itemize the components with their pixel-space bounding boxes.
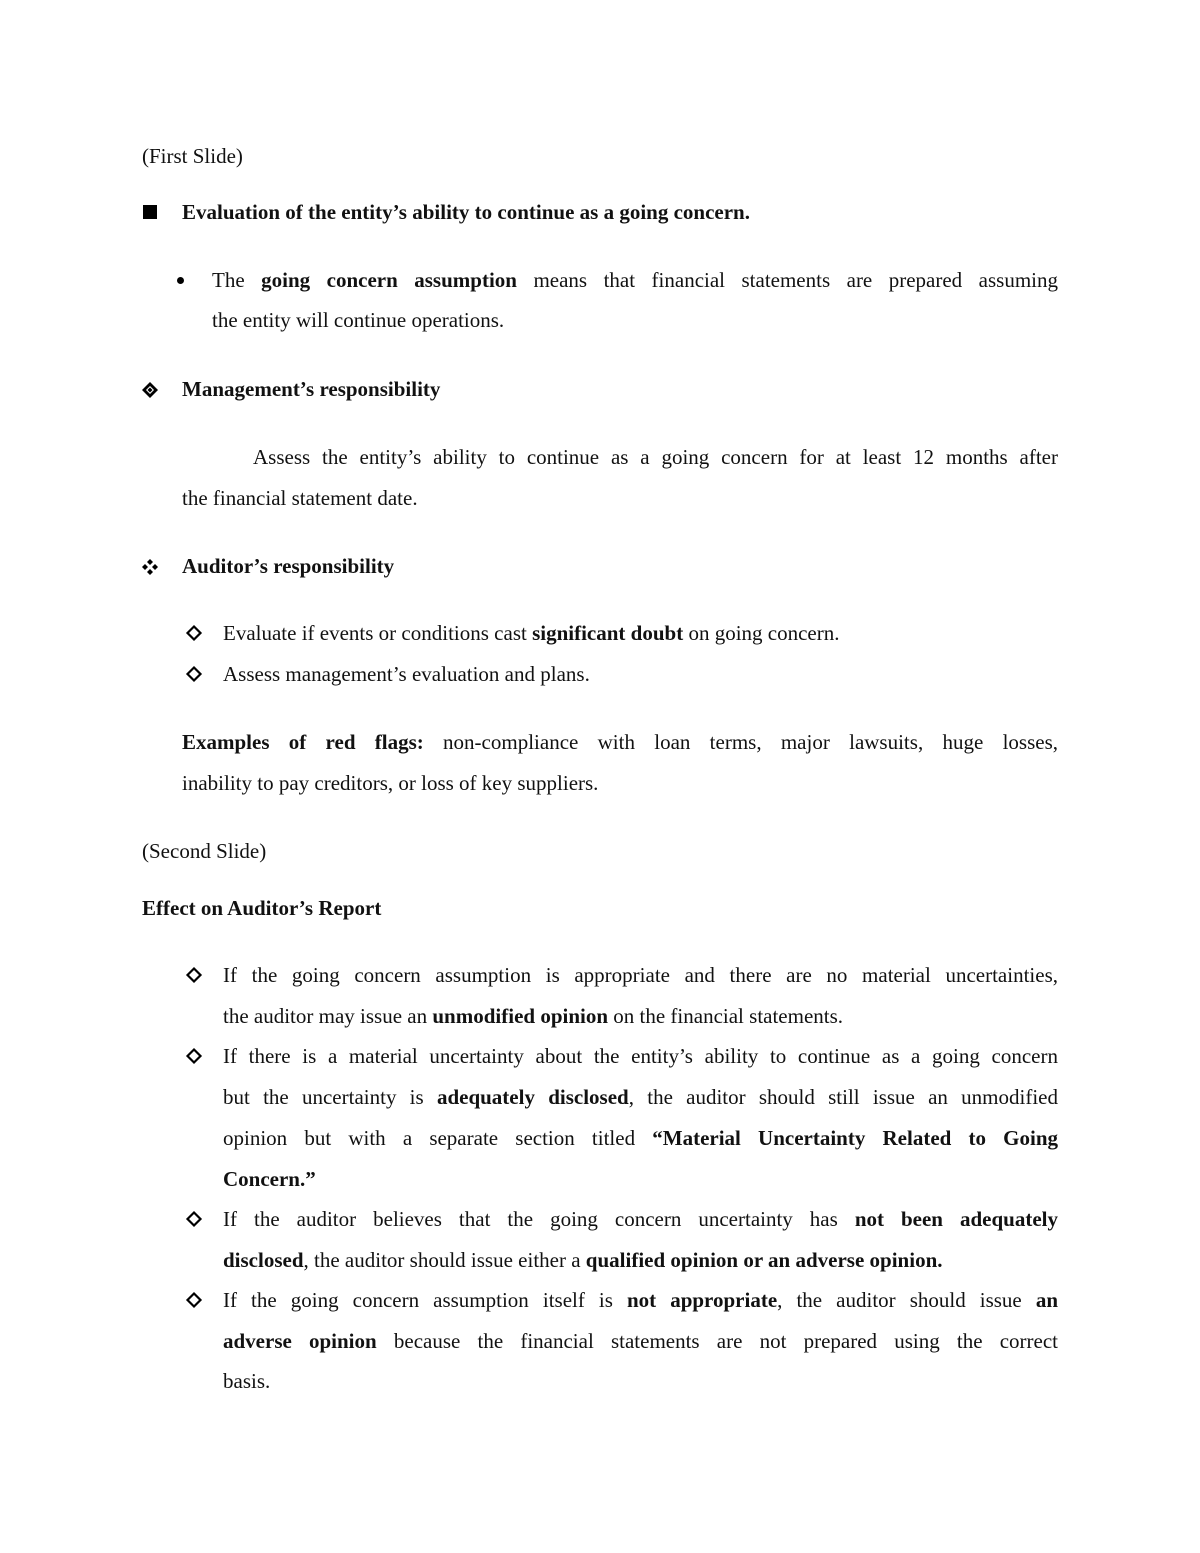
four-diamond-bullet-icon: [141, 381, 159, 399]
management-responsibility-heading: Management’s responsibility: [182, 377, 441, 401]
auditor-responsibility-heading: Auditor’s responsibility: [182, 554, 395, 578]
first-slide-label: (First Slide): [142, 144, 243, 168]
outline-diamond-bullet-icon: [186, 967, 202, 983]
outline-diamond-bullet-icon: [186, 625, 202, 641]
report-bullet-2-line3: opinion but with a separate section titled “Material Uncertainty Related to Going: [223, 1126, 1058, 1150]
report-bullet-2-line4: Concern.”: [223, 1167, 316, 1191]
round-bullet-icon: [177, 277, 184, 284]
red-flags-line1: Examples of red flags: non-compliance with loan terms, major lawsuits, huge losses,: [182, 730, 1058, 754]
report-bullet-1-line1: If the going concern assumption is appropriate and there are no material uncertainties,: [223, 963, 1058, 987]
outline-diamond-bullet-icon: [186, 1211, 202, 1227]
red-flags-line2: inability to pay creditors, or loss of key suppliers.: [182, 771, 599, 795]
outline-diamond-bullet-icon: [186, 1048, 202, 1064]
auditor-responsibility-item-1: Evaluate if events or conditions cast significant doubt on going concern.: [223, 621, 840, 645]
section-heading-evaluation: Evaluation of the entity’s ability to continue as a going concern.: [182, 200, 750, 224]
second-slide-label: (Second Slide): [142, 839, 267, 863]
outline-diamond-bullet-icon: [186, 666, 202, 682]
management-responsibility-line1: Assess the entity’s ability to continue as a going concern for at least 12 months after: [253, 445, 1058, 469]
square-bullet-icon: [143, 205, 157, 219]
going-concern-definition-line2: the entity will continue operations.: [212, 308, 505, 332]
diamond-cluster-bullet-icon: [141, 558, 159, 576]
report-bullet-1-line2: the auditor may issue an unmodified opinion on the financial statements.: [223, 1004, 844, 1028]
report-bullet-4-line3: basis.: [223, 1369, 271, 1393]
report-bullet-2-line2: but the uncertainty is adequately disclosed, the auditor should still issue an unmodified: [223, 1085, 1059, 1109]
report-bullet-4-line1: If the going concern assumption itself is not appropriate, the auditor should issue an: [223, 1288, 1058, 1312]
management-responsibility-line2: the financial statement date.: [182, 486, 418, 510]
report-bullet-3-line1: If the auditor believes that the going concern uncertainty has not been adequately: [223, 1207, 1058, 1231]
effect-on-auditors-report-heading: Effect on Auditor’s Report: [142, 896, 382, 920]
auditor-responsibility-item-2: Assess management’s evaluation and plans.: [223, 662, 590, 686]
going-concern-definition-line1: The going concern assumption means that financial statements are prepared assuming: [212, 268, 1058, 292]
report-bullet-2-line1: If there is a material uncertainty about the entity’s ability to continue as a going concern: [223, 1044, 1058, 1068]
report-bullet-3-line2: disclosed, the auditor should issue either a qualified opinion or an adverse opinion.: [223, 1248, 943, 1272]
report-bullet-4-line2: adverse opinion because the financial statements are not prepared using the correct: [223, 1329, 1058, 1353]
outline-diamond-bullet-icon: [186, 1292, 202, 1308]
